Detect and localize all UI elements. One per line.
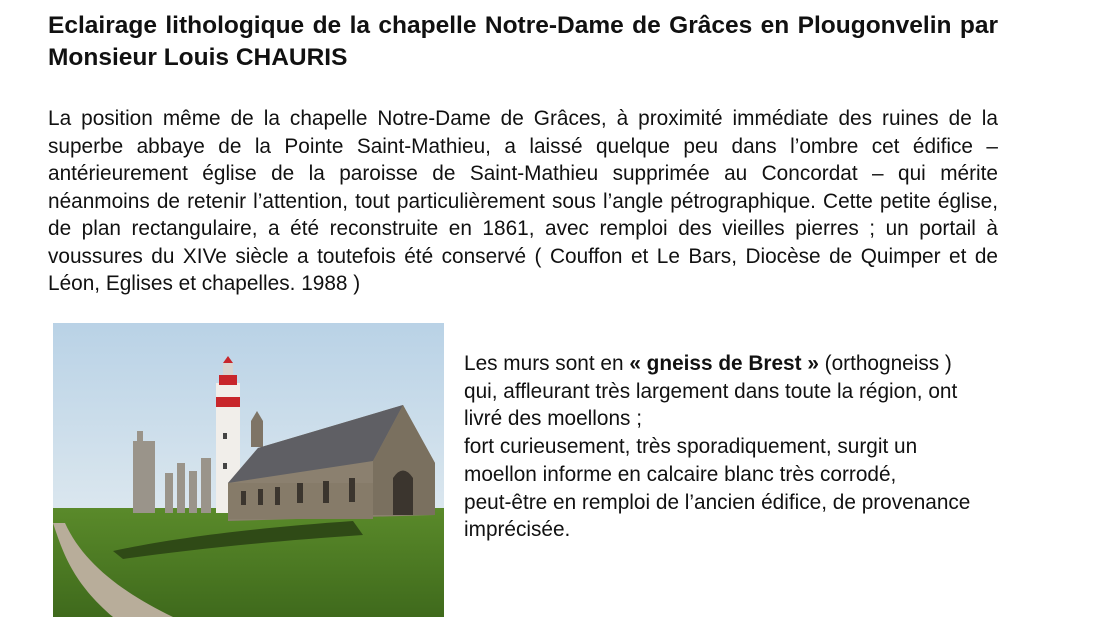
document-title: Eclairage lithologique de la chapelle Notre-Dame de Grâces en Plougonvelin par Monsieur Louis CHAURIS <box>48 12 998 71</box>
intro-paragraph: La position même de la chapelle Notre-Dame de Grâces, à proximité immédiate des ruines de la superbe abbaye de la Pointe Saint-Mathieu, a laissé quelque peu dans l’ombre cet édifice – antérieurement église de la paroisse de Saint-Mathieu supprimée au Concordat – qui mérite néanmoins de retenir l’attention, tout particulièrement sous l’angle pétrographique. Cette petite église, de plan rectangulaire, a été reconstruite en 1861, avec remploi des vieilles pierres ; un portail à voussures du XIVe siècle a toutefois été conservé ( Couffon et Le Bars, Diocèse de Quimper et de Léon, Eglises et chapelles. 1988 ) <box>48 107 998 295</box>
stone-description-line-6: peut-être en remploi de l’ancien édifice, de provenance <box>464 490 971 514</box>
chapel-photo <box>53 323 444 617</box>
stone-description-line-2: qui, affleurant très largement dans toute la région, ont <box>464 379 958 403</box>
stone-description-line-7: imprécisée. <box>464 518 571 542</box>
photo-bell-tower <box>251 421 263 447</box>
stone-description-line-1: Les murs sont en « gneiss de Brest » (orthogneiss ) <box>464 352 952 375</box>
chapel-photo-illustration <box>53 323 444 617</box>
stone-description-line-5: moellon informe en calcaire blanc très corrodé, <box>464 462 897 486</box>
stone-description <box>464 350 1064 544</box>
stone-description-line-3: livré des moellons ; <box>464 407 643 431</box>
gneiss-term: « gneiss de Brest » <box>629 352 819 375</box>
stone-description-line-4: fort curieusement, très sporadiquement, surgit un <box>464 435 918 459</box>
